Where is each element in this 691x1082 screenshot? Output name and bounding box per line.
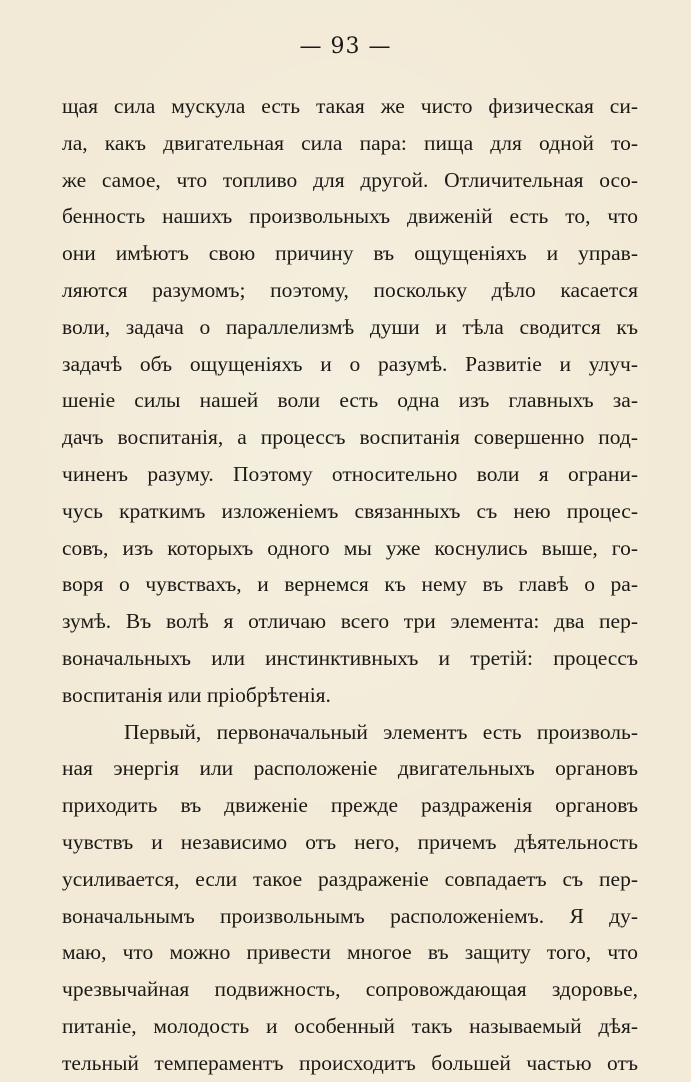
text-line: ная энергія или расположеніе двигательныхъ органовъ	[62, 756, 638, 781]
text-line: чрезвычайная подвижность, сопровождающая здоровье,	[62, 977, 638, 1002]
page-number: — 93 —	[299, 34, 392, 59]
text-line: щая сила мускула есть такая же чисто физическая си-	[62, 94, 638, 118]
text-line: они имѣютъ свою причину въ ощущеніяхъ и управ-	[62, 241, 638, 266]
text-line: воначальнымъ произвольнымъ расположеніемъ. Я ду-	[62, 903, 638, 928]
text-line: совъ, изъ которыхъ одного мы уже коснулись выше, го-	[62, 535, 638, 560]
text-line: чусь краткимъ изложеніемъ связанныхъ съ нею процес-	[62, 498, 638, 523]
text-line: бенность нашихъ произвольныхъ движеній есть то, что	[62, 204, 638, 229]
paragraph-end-line: воспитанія или пріобрѣтенія.	[62, 682, 331, 707]
text-line: воначальныхъ или инстинктивныхъ и третій: процессъ	[62, 645, 638, 670]
text-line: дачъ воспитанія, а процессъ воспитанія совершенно под-	[62, 425, 638, 450]
text-line: усиливается, если такое раздраженіе совпадаетъ съ пер-	[62, 866, 638, 891]
text-line: маю, что можно привести многое въ защиту того, что	[62, 940, 638, 965]
text-line: тельный темпераментъ происходитъ большей частью отъ	[62, 1050, 638, 1075]
text-line: задачѣ объ ощущеніяхъ и о разумѣ. Развитіе и улуч-	[62, 351, 638, 376]
text-line: ляются разумомъ; поэтому, поскольку дѣло касается	[62, 277, 638, 302]
text-line: питаніе, молодость и особенный такъ называемый дѣя-	[62, 1013, 638, 1038]
text-line: шеніе силы нашей воли есть одна изъ главныхъ за-	[62, 388, 638, 413]
paragraph-start-line: Первый, первоначальный элементъ есть произволь-	[124, 719, 638, 744]
text-line: приходить въ движеніе прежде раздраженія органовъ	[62, 793, 638, 818]
text-line: чиненъ разуму. Поэтому относительно воли я ограни-	[62, 461, 638, 486]
body-text	[62, 88, 638, 1082]
text-line: чувствъ и независимо отъ него, причемъ дѣятельность	[62, 829, 638, 854]
text-line: воли, задача о параллелизмѣ души и тѣла сводится къ	[62, 314, 638, 339]
text-line: зумѣ. Въ волѣ я отличаю всего три элемента: два пер-	[62, 609, 638, 634]
text-line: ла, какъ двигательная сила пара: пища для одной то-	[62, 130, 638, 155]
text-line: же самое, что топливо для другой. Отличительная осо-	[62, 167, 638, 192]
text-line: воря о чувствахъ, и вернемся къ нему въ главѣ о ра-	[62, 572, 638, 597]
